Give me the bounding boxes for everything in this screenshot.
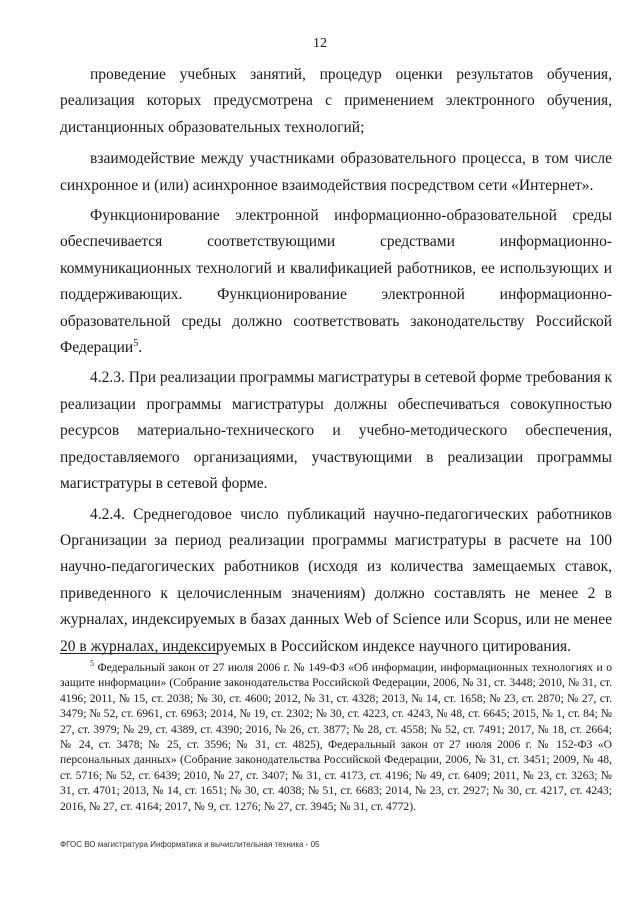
- footnote: [60, 660, 612, 814]
- paragraph-4-2-3: 4.2.3. При реализации программы магистратуры в сетевой форме требования к реализации программы магистратуры должны обеспечиваться совокупностью ресурсов материально-технического и учебно-методического обеспечения, предоставляемого организациями, участвующими в реализации программы магистратуры в сетевой форме.: [60, 369, 612, 493]
- document-footer-label: ФГОС ВО магистратура Информатика и вычислительная техника - 05: [60, 840, 320, 849]
- footnote-divider: [60, 653, 218, 654]
- footnote-text: Федеральный закон от 27 июля 2006 г. № 149-ФЗ «Об информации, информационных технологиях и о защите информации» (Собрание законодательства Российской Федерации, 2006, № 31, ст. 3448; 2010, № 31, ст. 4196; 2011, № 15, ст. 2038; № 30, ст. 4600; 2012, № 31, ст. 4328; 2013, № 14, ст. 1658; № 23, ст. 2870; № 27, ст. 3479; № 52, ст. 6961, ст. 6963; 2014, № 19, ст. 2302; № 30, ст. 4223, ст. 4243, № 48, ст. 6645; 2015, № 1, ст. 84; № 27, ст. 3979; № 29, ст. 4389, ст. 4390; 2016, № 26, ст. 3877; № 28, ст. 4558; № 52, ст. 7491; 2017, № 18, ст. 2664; № 24, ст. 3478; № 25, ст. 3596; № 31, ст. 4825), Федеральный закон от 27 июля 2006 г. № 152-ФЗ «О персональных данных» (Собрание законодательства Российской Федерации, 2006, № 31, ст. 3451; 2009, № 48, ст. 5716; № 52, ст. 6439; 2010, № 27, ст. 3407; № 31, ст. 4173, ст. 4196; № 49, ст. 6409; 2011, № 23, ст. 3263; № 31, ст. 4701; 2013, № 14, ст. 1651; № 30, ст. 4038; № 51, ст. 6683; 2014, № 23, ст. 2927; № 30, ст. 4217, ст. 4243; 2016, № 27, ст. 4164; 2017, № 9, ст. 1276; № 27, ст. 3945; № 31, ст. 4772).: [60, 661, 612, 813]
- footnote-reference: 5: [133, 337, 139, 349]
- footnote-mark: 5: [90, 659, 94, 669]
- page-number: 12: [313, 36, 327, 51]
- paragraph-participant-interaction: взаимодействие между участниками образовательного процесса, в том числе синхронное и (или) асинхронное взаимодействия посредством сети «Интернет».: [60, 150, 612, 194]
- paragraph-eios-text: Функционирование электронной информационно-образовательной среды обеспечивается соответствующими средствами информационно-коммуникационных технологий и квалификацией работников, ее использующих и поддерживающих. Функционирование электронной информационно-образовательной среды должно соответствовать законодательству Российской Федерации: [60, 207, 612, 357]
- paragraph-eios-tail: .: [138, 339, 143, 357]
- paragraph-4-2-4: 4.2.4. Среднегодовое число публикаций научно-педагогических работников Организации за период реализации программы магистратуры в расчете на 100 научно-педагогических работников (исходя из количества замещаемых ставок, приведенного к целочисленным значениям) должно составлять не менее 2 в журналах, индексируемых в базах данных Web of Science или Scopus, или не менее 20 в журналах, индексируемых в Российском индексе научного цитирования.: [60, 505, 612, 655]
- body-text: [60, 62, 612, 664]
- paragraph-eios-functioning: [60, 203, 612, 361]
- paragraph-elearning-activities: проведение учебных занятий, процедур оценки результатов обучения, реализация которых предусмотрена с применением электронного обучения, дистанционных образовательных технологий;: [60, 66, 612, 136]
